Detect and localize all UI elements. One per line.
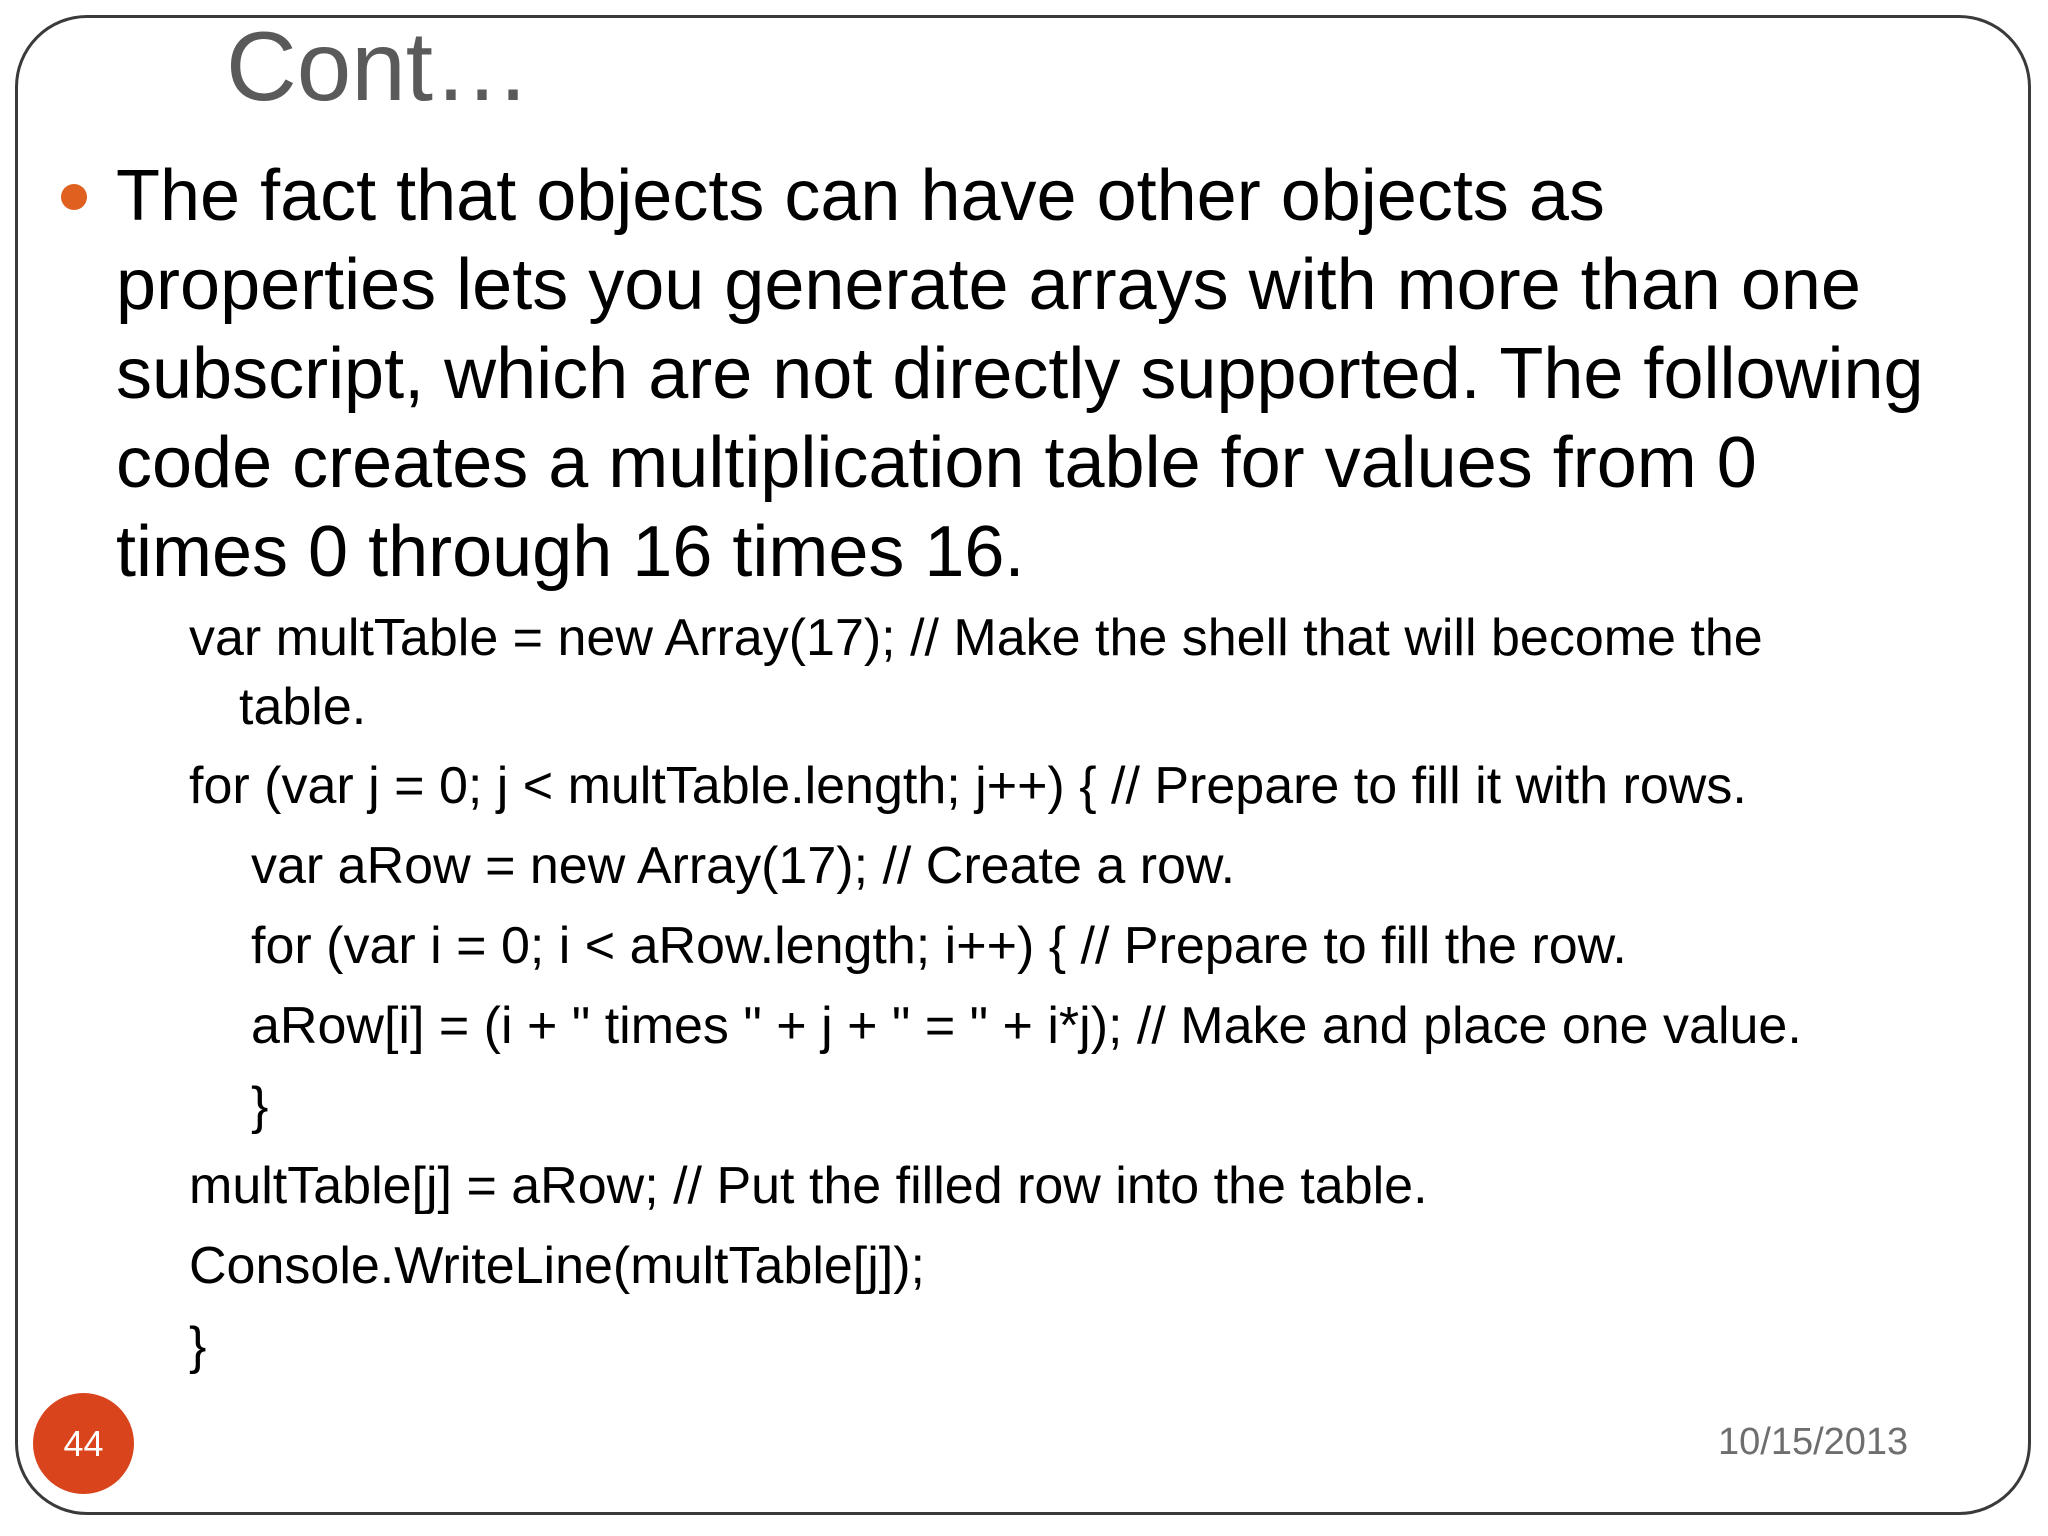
code-line: var multTable = new Array(17); // Make the shell that will become the (189, 609, 1763, 667)
code-line: var aRow = new Array(17); // Create a row. (251, 837, 1236, 895)
slide-title: Cont… (226, 11, 532, 121)
slide-date: 10/15/2013 (1718, 1421, 1909, 1463)
code-line: multTable[j] = aRow; // Put the filled row into the table. (189, 1157, 1428, 1215)
code-line: for (var i = 0; i < aRow.length; i++) { // Prepare to fill the row. (251, 917, 1627, 975)
code-line: aRow[i] = (i + " times " + j + " = " + i*j); // Make and place one value. (251, 997, 1802, 1055)
bullet-icon (61, 184, 87, 210)
bullet-line: times 0 through 16 times 16. (116, 512, 1025, 592)
code-line: Console.WriteLine(multTable[j]); (189, 1237, 925, 1295)
bullet-line: The fact that objects can have other objects as (116, 156, 1605, 236)
code-line: } (189, 1317, 207, 1375)
bullet-line: properties lets you generate arrays with more than one (116, 245, 1861, 325)
code-line: for (var j = 0; j < multTable.length; j++) { // Prepare to fill it with rows. (189, 757, 1747, 815)
bullet-line: subscript, which are not directly supported. The following (116, 334, 1924, 414)
bullet-line: code creates a multiplication table for values from 0 (116, 423, 1757, 503)
code-line: table. (239, 678, 367, 736)
code-line: } (251, 1077, 269, 1135)
bullet-text (116, 152, 2016, 597)
page-number-badge: 44 (33, 1393, 134, 1494)
